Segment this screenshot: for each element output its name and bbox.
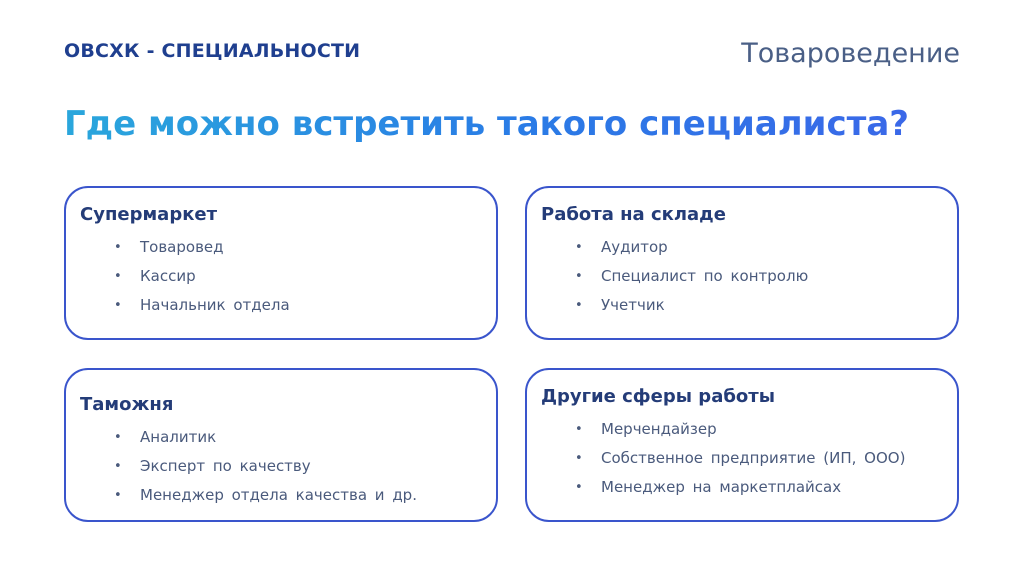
bullet-icon: • — [575, 298, 583, 313]
list-item — [114, 233, 480, 262]
list-item — [575, 444, 941, 473]
bullet-icon: • — [114, 488, 122, 503]
list-item-text: Кассир — [140, 267, 196, 285]
list-item-text: Менеджер на маркетплайсах — [601, 478, 842, 496]
card-title: Работа на складе — [541, 204, 726, 225]
list-item-text: Учетчик — [601, 296, 665, 314]
list-item — [114, 262, 480, 291]
card-supermarket — [64, 186, 498, 340]
list-item — [114, 481, 480, 510]
card-other-fields — [525, 368, 959, 522]
headline: Где можно встретить такого специалиста? — [64, 104, 910, 144]
list-item — [575, 262, 941, 291]
bullet-icon: • — [575, 422, 583, 437]
bullet-icon: • — [114, 269, 122, 284]
bullet-icon: • — [575, 451, 583, 466]
bullet-icon: • — [114, 298, 122, 313]
bullet-icon: • — [575, 240, 583, 255]
card-list — [80, 423, 480, 510]
list-item — [575, 473, 941, 502]
list-item — [575, 233, 941, 262]
bullet-icon: • — [575, 269, 583, 284]
bullet-icon: • — [114, 240, 122, 255]
list-item — [114, 423, 480, 452]
bullet-icon: • — [114, 459, 122, 474]
card-warehouse — [525, 186, 959, 340]
card-list — [541, 233, 941, 320]
card-title: Таможня — [80, 394, 174, 415]
list-item-text: Специалист по контролю — [601, 267, 809, 285]
bullet-icon: • — [114, 430, 122, 445]
list-item — [114, 291, 480, 320]
list-item-text: Мерчендайзер — [601, 420, 717, 438]
card-list — [80, 233, 480, 320]
card-list — [541, 415, 941, 502]
list-item-text: Аналитик — [140, 428, 217, 446]
list-item-text: Товаровед — [140, 238, 224, 256]
card-title: Другие сферы работы — [541, 386, 775, 407]
list-item — [575, 415, 941, 444]
card-title: Супермаркет — [80, 204, 218, 225]
list-item — [114, 452, 480, 481]
list-item-text: Аудитор — [601, 238, 668, 256]
list-item-text: Начальник отдела — [140, 296, 290, 314]
list-item-text: Собственное предприятие (ИП, ООО) — [601, 449, 906, 467]
card-customs — [64, 368, 498, 522]
subject-label: Товароведение — [741, 38, 960, 69]
list-item-text: Менеджер отдела качества и др. — [140, 486, 417, 504]
list-item — [575, 291, 941, 320]
org-label: ОВСХК - СПЕЦИАЛЬНОСТИ — [64, 40, 361, 62]
bullet-icon: • — [575, 480, 583, 495]
list-item-text: Эксперт по качеству — [140, 457, 311, 475]
